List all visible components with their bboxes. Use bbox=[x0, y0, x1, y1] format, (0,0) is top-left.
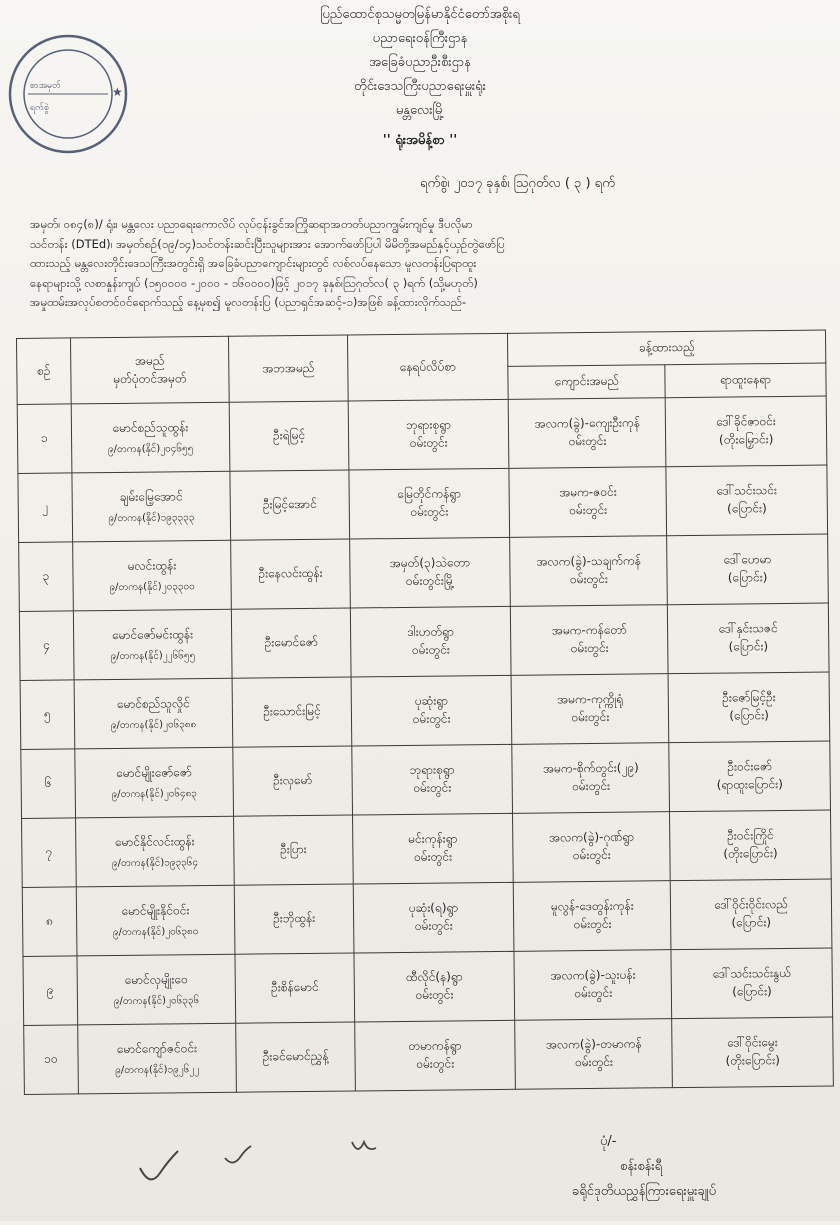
father-name: ဦးလှမော် bbox=[233, 746, 352, 816]
signature-marks bbox=[0, 1130, 840, 1221]
school-name: အမက-ကုက္ကိုရုံ ဝမ်းတွင်း bbox=[512, 674, 669, 745]
order-body bbox=[30, 215, 810, 313]
col-header-post: ရာထူးနေရာ bbox=[665, 363, 826, 398]
order-body-line: ထားသည့် မန္တလေးတိုင်းဒေသကြီးအတွင်းရှိ အခြေခံပညာကျောင်းများတွင် လစ်လပ်နေသော မူလတန်းပြရာထူး bbox=[30, 256, 477, 270]
nrc-number: ၉/တကန(နိုင်)၂၂၆၆၅၅ bbox=[110, 649, 196, 662]
post-position: ဒေါ်ဝိုင်းဝိုင်းလည် (ပြောင်း) bbox=[670, 879, 832, 950]
father-name: ဦးစိန်မောင် bbox=[235, 953, 354, 1023]
row-number: ၃ bbox=[19, 542, 73, 612]
header-city: မန္တလေးမြို့ bbox=[395, 103, 445, 118]
home-address: တမာကန်ရွာ ဝမ်းတွင်း bbox=[354, 1020, 515, 1091]
order-body-line: သင်တန်း (DTEd)၊ အမှတ်စဉ်(၁၉/၁၄)သင်တန်းဆင်းပြီးသူများအား အောက်ဖော်ပြပါ မိမိတို့အမည်နှင့်ယှဉ်တွဲဖော်ပြ bbox=[30, 236, 505, 251]
father-name: ဦးနေလင်းထွန်း bbox=[231, 539, 350, 609]
post-position: ဒေါ်သင်းသင်းနွယ် (ပြောင်း) bbox=[671, 948, 833, 1019]
post-position: ဒေါ်ဝိုင်းမွေး (တိုးပြောင်း) bbox=[672, 1017, 834, 1088]
header-order-title: '' ရုံးအမိန့်စာ '' bbox=[382, 133, 458, 148]
home-address: ဒါးဟတ်ရွာ ဝမ်းတွင်း bbox=[350, 606, 511, 677]
school-name: အလက(ခွဲ)-တမာကန် ဝမ်းတွင်း bbox=[515, 1019, 672, 1090]
nrc-number: ၉/တကန(နိုင်)၂၀၆၄၈၃ bbox=[111, 787, 197, 800]
nrc-number: ၉/တကန(နိုင်)၂၀၃၃၀၀ bbox=[109, 580, 195, 593]
post-position: ဦးဇော်မြင့်ဦး (ပြောင်း) bbox=[668, 672, 830, 743]
father-name: ဦးရဲမြင့် bbox=[230, 401, 349, 471]
row-number: ၆ bbox=[21, 749, 75, 819]
table-row bbox=[17, 396, 827, 473]
seal-label-date: ရက်စွဲ bbox=[30, 103, 50, 113]
row-number: ၉ bbox=[23, 956, 77, 1026]
nrc-number: ၉/တကန(နိုင်)၂၀၆၃၈၀ bbox=[112, 925, 199, 938]
signatory-name: စန်းစန်းရီ bbox=[620, 1159, 663, 1174]
table-row bbox=[18, 465, 828, 542]
home-address: မြေတိုင်ကန်ရွာ ဝမ်းတွင်း bbox=[349, 468, 510, 539]
teacher-name: မောင်စည်သူထွန်း bbox=[112, 419, 189, 435]
post-position: ဒေါ်ဟေမာ (ပြောင်း) bbox=[667, 534, 829, 605]
teacher-name-cell bbox=[76, 885, 235, 956]
home-address: ဘုရားစုရွာ ဝမ်းတွင်း bbox=[351, 744, 512, 815]
teacher-name: မောင်လှမျိုးဝေ bbox=[124, 971, 188, 987]
table-row bbox=[19, 603, 829, 680]
header-government: ပြည်ထောင်စုသမ္မတမြန်မာနိုင်ငံတော်အစိုးရ bbox=[320, 7, 520, 22]
nrc-number: ၉/တကန(နိုင်)၁၉၃၃၆၄ bbox=[111, 856, 199, 869]
table-row bbox=[22, 879, 832, 956]
table-row bbox=[24, 1017, 834, 1094]
father-name: ဦးမြင့်အောင် bbox=[230, 470, 349, 540]
row-number: ၈ bbox=[22, 887, 76, 957]
nrc-number: ၉/တကန(နိုင်)၁၉၂၆၂၂ bbox=[115, 1063, 200, 1076]
table-row bbox=[21, 741, 831, 818]
nrc-number: ၉/တကန(နိုင်)၂၀၆၃၈၈ bbox=[110, 718, 197, 731]
post-position: ဦးဝင်းကြိုင် (တိုးပြောင်း) bbox=[670, 810, 832, 881]
teacher-name-cell bbox=[72, 471, 231, 542]
teacher-name-cell bbox=[73, 609, 232, 680]
post-position: ဒေါ်သင်းသင်း (ပြောင်း) bbox=[666, 465, 828, 536]
school-name: အလက(ခွဲ)-သချက်ကန် ဝမ်းတွင်း bbox=[510, 536, 667, 607]
signatory-title: ခရိုင်ဒုတိယညွှန်ကြားရေးမှူးချုပ် bbox=[572, 1184, 717, 1199]
post-position: ဦးဝင်းဇော် (ရာထူးပြောင်း) bbox=[669, 741, 831, 812]
row-number: ၁ bbox=[17, 404, 71, 474]
table-row bbox=[22, 810, 832, 887]
teacher-name: မောင်စည်သူလှိုင် bbox=[116, 695, 190, 711]
col-header-no: စဉ် bbox=[17, 338, 71, 405]
home-address: ထီလိုင်(န)ရွာ ဝမ်းတွင်း bbox=[354, 951, 515, 1022]
father-name: ဦးခင်မောင်ညွှန့် bbox=[236, 1022, 355, 1092]
school-name: အမက-စိုက်တွင်း(၂၉) ဝမ်းတွင်း bbox=[512, 743, 669, 814]
order-body-line: နေရာများသို့ လစာနှုန်းကျပ် (၁၅၀၀၀၀ -၂၀၀၀ - ၁၆၀၀၀၀)ဖြင့် ၂၀၁၇ ခုနှစ်၊ဩဂုတ်လ( ၃ )ရက် (သို့မဟုတ်) bbox=[30, 275, 478, 290]
teacher-name: မောင်နိုင်လင်းထွန်း bbox=[114, 833, 195, 849]
father-name: ဦးပြား bbox=[234, 815, 353, 885]
header-office: တိုင်းဒေသကြီးပညာရေးမှူးရုံး bbox=[354, 79, 486, 94]
nrc-number: ၉/တကန(နိုင်)၁၉၃၃၃၃ bbox=[108, 511, 195, 524]
seal-label-ref: စာအမှတ် bbox=[30, 81, 61, 91]
order-body-line: အမှတ်၊ ၀၈၄(၈)/ ရုံး၊ မန္တလေး ပညာရေးကောလိပ် လုပ်ငန်းခွင်အကြိုဆရာအတတ်ပညာကျွမ်းကျင်မှု ဒီပလိုမာ bbox=[30, 217, 473, 231]
seal-star-icon: ★ bbox=[112, 85, 123, 99]
teacher-name-cell bbox=[75, 816, 234, 887]
signature-label: ပုံ/- bbox=[600, 1134, 617, 1149]
document-date: ရက်စွဲ၊ ၂၀၁၇ ခုနှစ်၊ ဩဂုတ်လ ( ၃ ) ရက် bbox=[420, 176, 615, 191]
header-ministry: ပညာရေးဝန်ကြီးဌာန bbox=[372, 31, 468, 46]
home-address: ပုဆုံးရွာ ဝမ်းတွင်း bbox=[351, 675, 512, 746]
father-name: ဦးမောင်ဇော် bbox=[232, 608, 351, 678]
teacher-name: မောင်မျိုးနိုင်ဝင်း bbox=[121, 902, 190, 918]
col-header-school: ကျောင်းအမည် bbox=[508, 365, 665, 400]
row-number: ၇ bbox=[22, 818, 76, 888]
order-body-line: အမှုထမ်းအလုပ်စတင်ဝင်ရောက်သည့် နေ့မှစ၍ မူလတန်းပြ (ပညာရှင်အဆင့်-၁)အဖြစ် ခန့်ထားလိုက်သည်- bbox=[30, 295, 467, 309]
col-header-name: အမည် မှတ်ပုံတင်အမှတ် bbox=[70, 336, 229, 404]
nrc-number: ၉/တကန(နိုင်)၂၀၆၃၃၆ bbox=[113, 994, 200, 1007]
school-name: မူလွန်-ဒေတွန်းကုန်း ဝမ်းတွင်း bbox=[514, 881, 671, 952]
row-number: ၂ bbox=[18, 473, 72, 543]
teacher-name: ချမ်းမြေ့အောင် bbox=[119, 488, 183, 504]
teacher-name: မောင်မျိုးဇော်ဇော် bbox=[116, 764, 192, 780]
col-header-address: နေရပ်လိပ်စာ bbox=[347, 333, 508, 401]
table-row bbox=[19, 534, 829, 611]
teacher-name: မလင်းထွန်း bbox=[127, 557, 177, 573]
home-address: အမှတ်(၃)သဲတော ဝမ်းတွင်းမြို့ bbox=[349, 537, 510, 608]
school-name: အမက-ဇဝင်း ဝမ်းတွင်း bbox=[509, 467, 666, 538]
home-address: ပုဆုံး(ရ)ရွာ ဝမ်းတွင်း bbox=[353, 882, 514, 953]
table-row bbox=[23, 948, 833, 1025]
school-name: အလက(ခွဲ)-ဂုဏ်ရွာ ဝမ်းတွင်း bbox=[513, 812, 670, 883]
col-header-appointed: ခန့်ထားသည့် bbox=[508, 330, 826, 366]
home-address: မင်းကုန်းရွာ ဝမ်းတွင်း bbox=[352, 813, 513, 884]
teacher-name: မောင်ကျော်ဇင်ဝင်း bbox=[116, 1040, 198, 1056]
home-address: ဘုရားစုရွာ ဝမ်းတွင်း bbox=[348, 399, 509, 470]
father-name: ဦးသောင်းမြင့် bbox=[232, 677, 351, 747]
teacher-name-cell bbox=[77, 954, 236, 1025]
col-header-father: အဘအမည် bbox=[229, 335, 348, 402]
teacher-name-cell bbox=[74, 747, 233, 818]
school-name: အလက(ခွဲ)-ကျေးဦးကုန် ဝမ်းတွင်း bbox=[509, 398, 666, 469]
school-name: အလက(ခွဲ)-သူးပန်း ဝမ်းတွင်း bbox=[514, 950, 671, 1021]
header-department: အခြေခံပညာဦးစီးဌာန bbox=[369, 55, 471, 70]
row-number: ၅ bbox=[20, 680, 74, 750]
teacher-name: မောင်ဇော်မင်းထွန်း bbox=[112, 626, 194, 642]
teacher-name-cell bbox=[71, 402, 230, 473]
row-number: ၁၀ bbox=[24, 1025, 78, 1095]
nrc-number: ၉/တကန(နိုင်)၂၀၄၆၅၅ bbox=[107, 442, 194, 455]
post-position: ဒေါ်နှင်းသဇင် (ပြောင်း) bbox=[668, 603, 830, 674]
teacher-name-cell bbox=[77, 1023, 236, 1094]
post-position: ဒေါ်ခိုင်ဇာဝင်း (တိုးမြှောင်း) bbox=[665, 396, 827, 467]
father-name: ဦးဘိုထွန်း bbox=[235, 884, 354, 954]
teacher-name-cell bbox=[74, 678, 233, 749]
teacher-name-cell bbox=[72, 540, 231, 611]
table-row bbox=[20, 672, 830, 749]
row-number: ၄ bbox=[19, 611, 73, 681]
appointment-table bbox=[16, 330, 834, 1095]
school-name: အမက-ကန်တော် ဝမ်းတွင်း bbox=[511, 605, 668, 676]
